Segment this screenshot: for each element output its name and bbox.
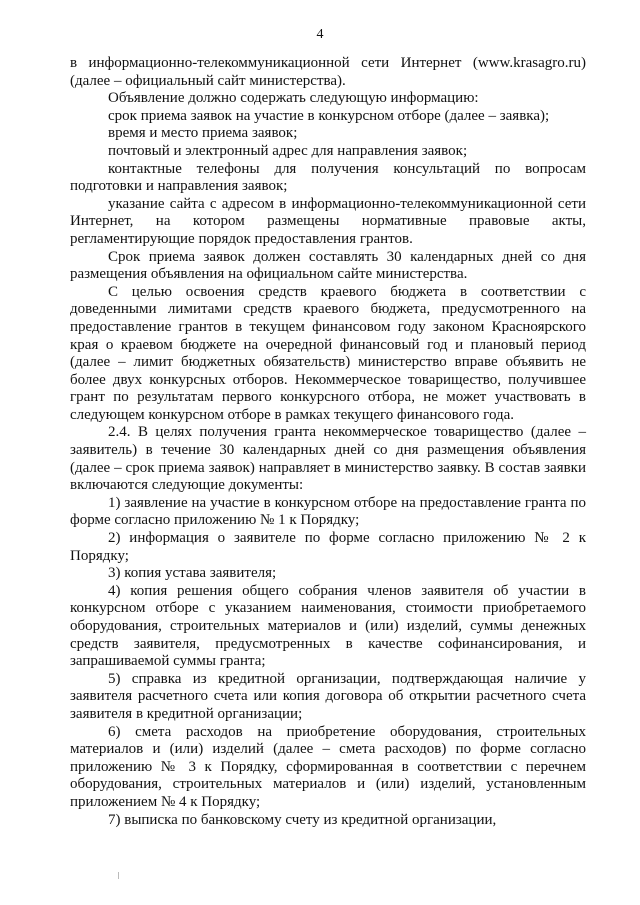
list-item: 3) копия устава заявителя; [108, 565, 277, 582]
page-number: 4 [316, 27, 324, 42]
list-item: 7) выписка по банковскому счету из кредитной организации, [108, 811, 497, 828]
list-item: 5) справка из кредитной организации, подтверждающая наличие у заявителя расчетного счета или копия договора об открытии расчетного счета заявителя в кредитной организации; [70, 670, 586, 722]
paragraph: срок приема заявок на участие в конкурсном отборе (далее – заявка); [108, 107, 550, 124]
paragraph: время и место приема заявок; [108, 125, 298, 142]
paragraph: в информационно-телекоммуникационной сети Интернет (www.krasagro.ru) (далее – официальный сайт министерства). [70, 55, 586, 89]
paragraph: контактные телефоны для получения консультаций по вопросам подготовки и направления заявок; [70, 160, 586, 195]
paragraph: 2.4. В целях получения гранта некоммерческое товарищество (далее – заявитель) в течение 30 календарных дней со дня размещения объявления (далее – срок приема заявок) направляет в министерство заявку. В состав заявки включаются следующие документы: [70, 424, 586, 494]
list-item: 2) информация о заявителе по форме согласно приложению № 2 к Порядку; [70, 530, 586, 564]
scan-mark [118, 872, 119, 879]
list-item: 1) заявление на участие в конкурсном отборе на предоставление гранта по форме согласно приложению № 1 к Порядку; [70, 494, 586, 529]
paragraph: Объявление должно содержать следующую информацию: [108, 90, 479, 107]
list-item: 4) копия решения общего собрания членов заявителя об участии в конкурсном отборе с указанием наименования, стоимости приобретаемого оборудования, строительных материалов и (или) изделий, суммы денежных средств заявителя, предусмотренных в качестве софинансирования, и запрашиваемой суммы гранта; [70, 582, 586, 670]
list-item: 6) смета расходов на приобретение оборудования, строительных материалов и (или) изделий (далее – смета расходов) по форме согласно приложению № 3 к Порядку, сформированная в соответствии с перечнем оборудования, строительных материалов и (или) изделий, установленным приложением № 4 к Порядку; [70, 723, 586, 810]
paragraph: С целью освоения средств краевого бюджета в соответствии с доведенными лимитами средств краевого бюджета, предусмотренного на предоставление грантов в текущем финансовом году законом Красноярского края о краевом бюджете на очередной финансовый год и плановый период (далее – лимит бюджетных обязательств) министерство вправе объявить не более двух конкурсных отборов. Некоммерческое товарищество, получившее грант по результатам первого конкурсного отбора, не может участвовать в следующем конкурсном отборе в рамках текущего финансового года. [70, 283, 586, 423]
paragraph: почтовый и электронный адрес для направления заявок; [108, 142, 468, 159]
document-body [70, 55, 586, 829]
paragraph: указание сайта с адресом в информационно-телекоммуникационной сети Интернет, на котором размещены нормативные правовые акты, регламентирующие порядок предоставления грантов. [70, 195, 586, 247]
paragraph: Срок приема заявок должен составлять 30 календарных дней со дня размещения объявления на официальном сайте министерства. [70, 248, 586, 283]
